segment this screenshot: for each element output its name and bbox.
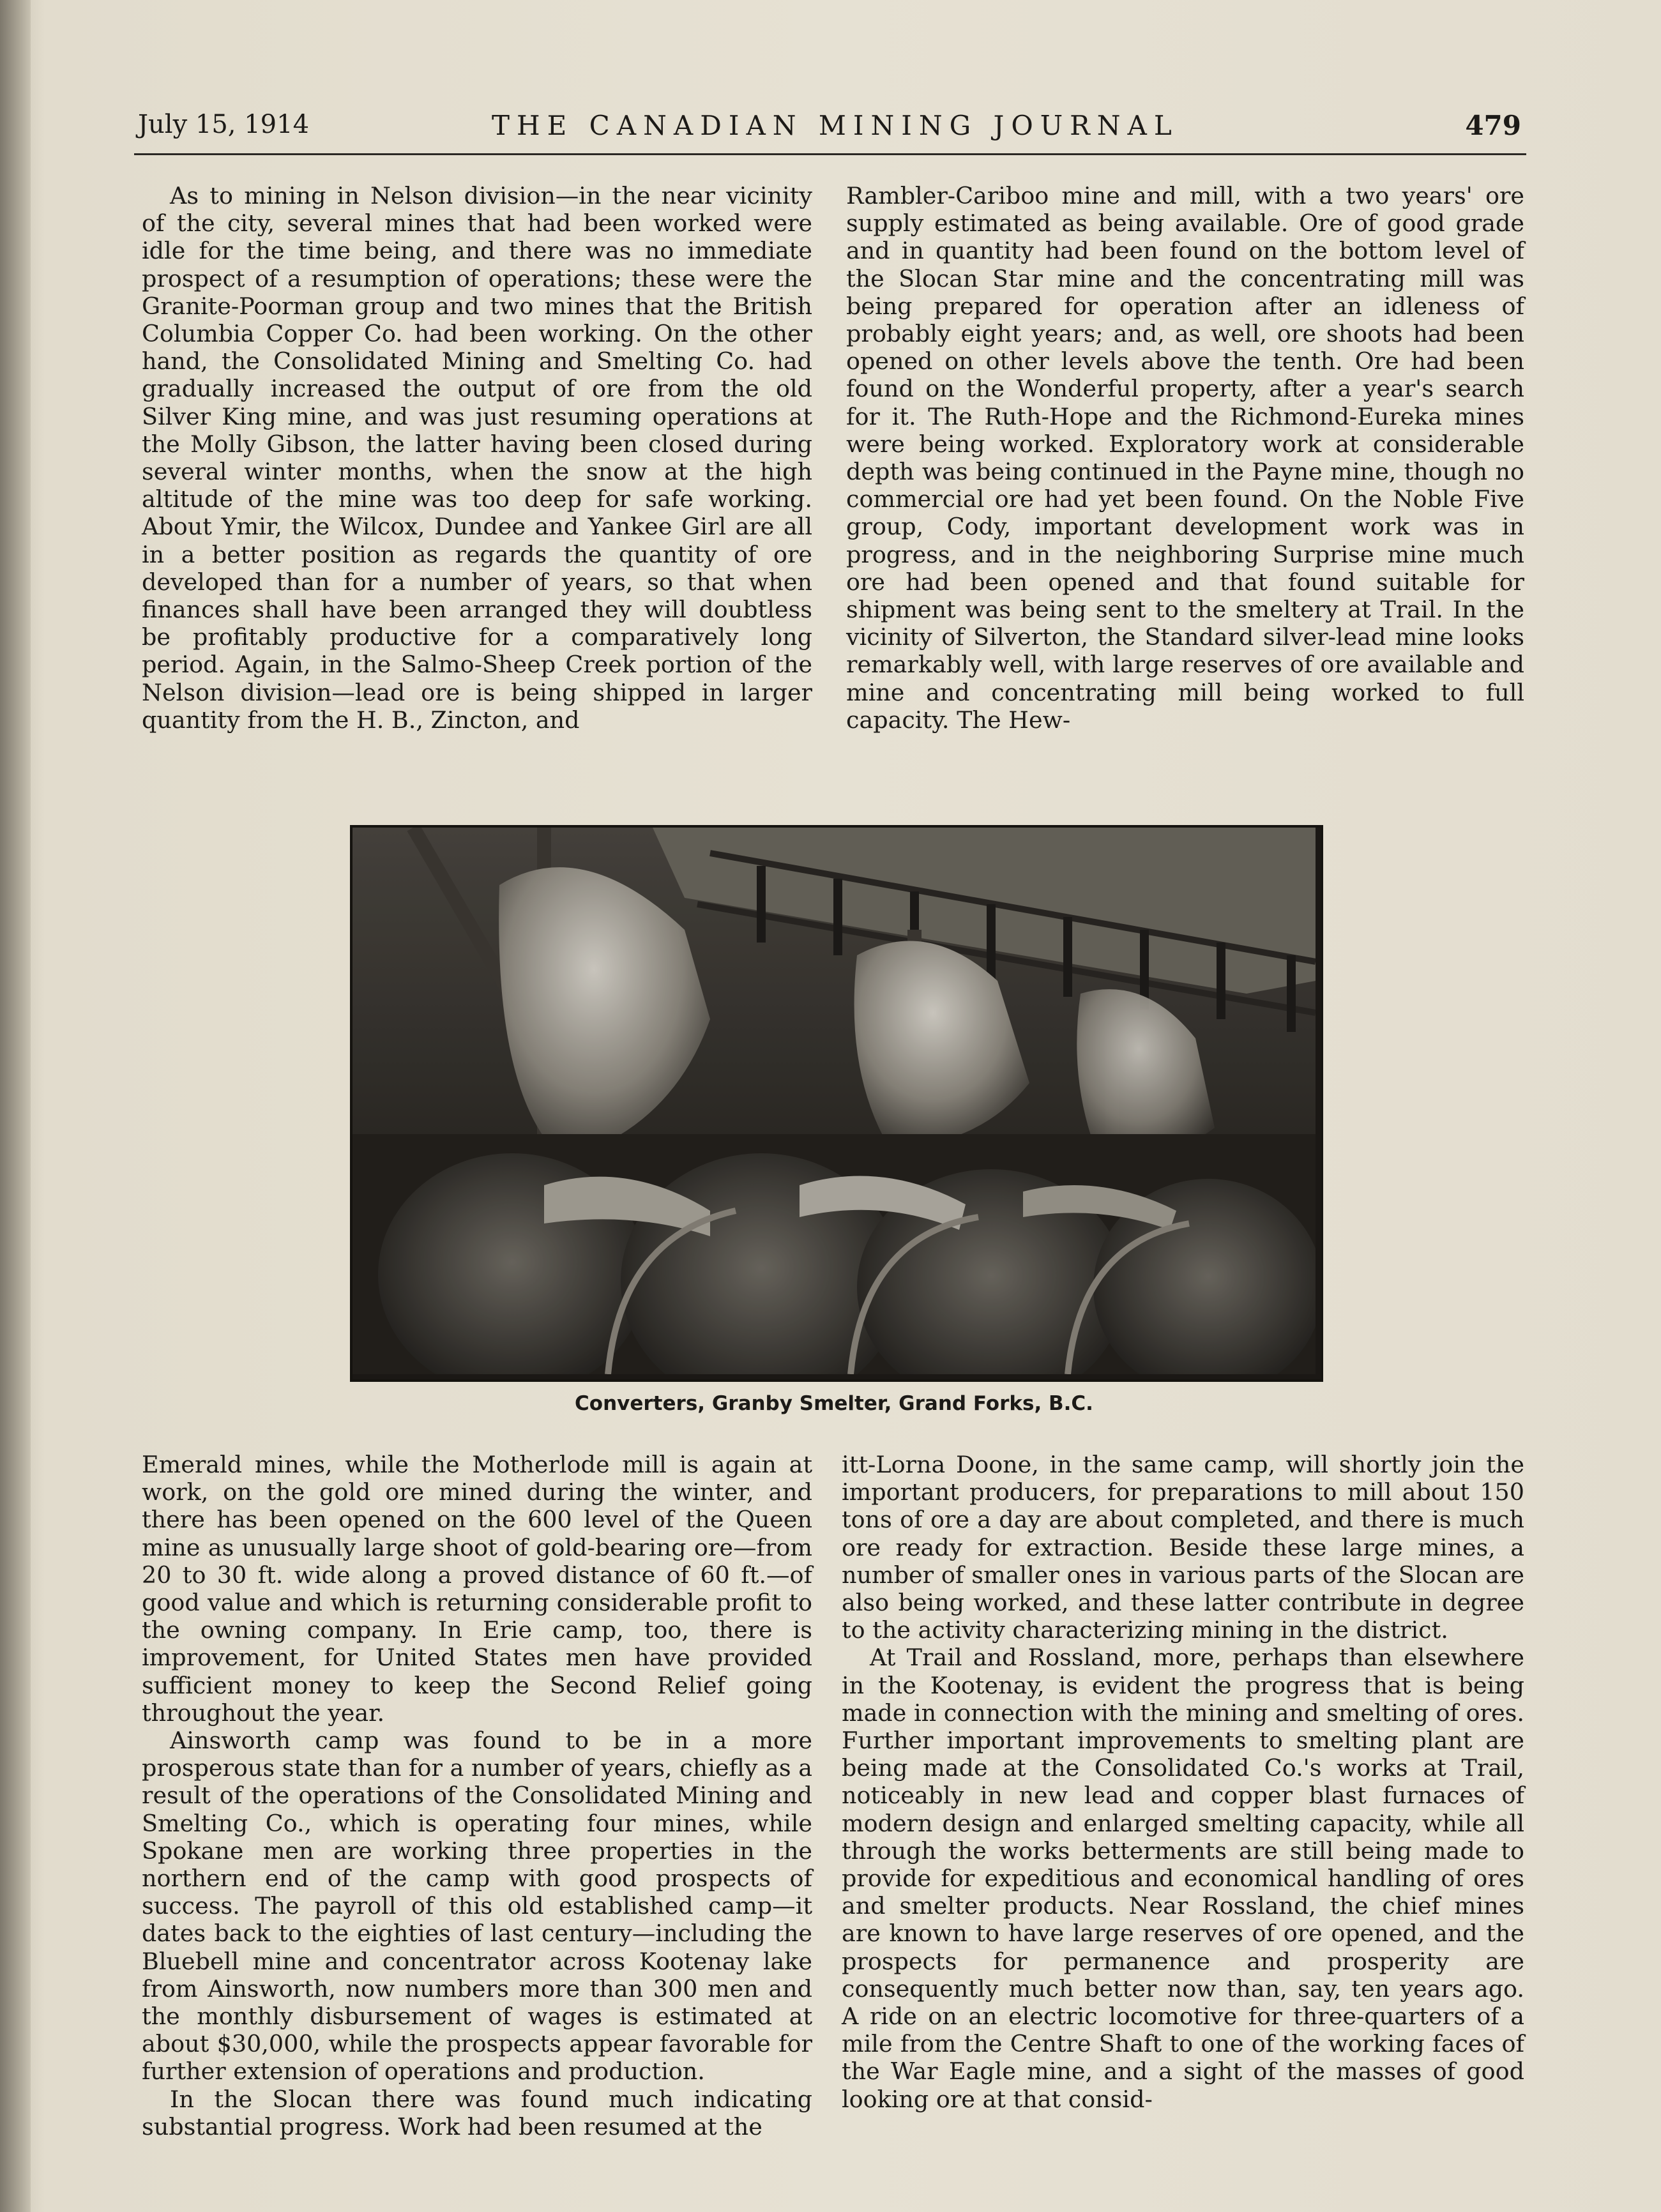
lower-right-column	[842, 1451, 1524, 2113]
paragraph: Emerald mines, while the Motherlode mill is again at work, on the gold ore mined during the winter, and there has been opened on the 600 level of the Queen mine as unusually large shoot of gold-bearing ore—from 20 to 30 ft. wide along a proved distance of 60 ft.—of good value and which is returning considerable profit to the owning company. In Erie camp, too, there is improvement, for United States men have provided sufficient money to keep the Second Relief going throughout the year.	[142, 1451, 812, 1727]
paragraph: Rambler-Cariboo mine and mill, with a two years' ore supply estimated as being available. Ore of good grade and in quantity had been found on the bottom level of the Slocan Star mine and the concentrating mill was being prepared for operation after an idleness of probably eight years; and, as well, ore shoots had been opened on other levels above the tenth. Ore had been found on the Wonderful property, after a year's search for it. The Ruth-Hope and the Richmond-Eureka mines were being worked. Exploratory work at considerable depth was being continued in the Payne mine, though no commercial ore had yet been found. On the Noble Five group, Cody, important development work was in progress, and in the neighboring Surprise mine much ore had been opened and that found suitable for shipment was being sent to the smeltery at Trail. In the vicinity of Silverton, the Standard silver-lead mine looks remarkably well, with large reserves of ore available and mine and concentrating mill being worked to full capacity. The Hew-	[846, 182, 1524, 734]
figure-caption: Converters, Granby Smelter, Grand Forks, B.C.	[575, 1392, 1093, 1415]
upper-left-column	[142, 182, 812, 734]
paragraph: At Trail and Rossland, more, perhaps than elsewhere in the Kootenay, is evident the progress that is being made in connection with the mining and smelting of ores. Further important improvements to smelting plant are being made at the Consolidated Co.'s works at Trail, noticeably in new lead and copper blast furnaces of modern design and enlarged smelting capacity, while all through the works betterments are still being made to provide for expeditious and economical handling of ores and smelter products. Near Rossland, the chief mines are known to have large reserves of ore opened, and the prospects for permanence and prosperity are consequently much better now than, say, ten years ago. A ride on an electric locomotive for three-quarters of a mile from the Centre Shaft to one of the working faces of the War Eagle mine, and a sight of the masses of good looking ore at that consid-	[842, 1644, 1524, 2113]
converters-photograph	[350, 825, 1323, 1382]
paragraph: As to mining in Nelson division—in the near vicinity of the city, several mines that had been worked were idle for the time being, and there was no immediate prospect of a resumption of operations; these were the Granite-Poorman group and two mines that the British Columbia Copper Co. had been working. On the other hand, the Consolidated Mining and Smelting Co. had gradually increased the output of ore from the old Silver King mine, and was just resuming operations at the Molly Gibson, the latter having been closed during several winter months, when the snow at the high altitude of the mine was too deep for safe working. About Ymir, the Wilcox, Dundee and Yankee Girl are all in a better position as regards the quantity of ore developed than for a number of years, so that when finances shall have been arranged they will doubtless be profitably productive for a comparatively long period. Again, in the Salmo-Sheep Creek portion of the Nelson division—lead ore is being shipped in larger quantity from the H. B., Zincton, and	[142, 182, 812, 734]
paragraph: Ainsworth camp was found to be in a more prosperous state than for a number of years, chiefly as a result of the operations of the Consolidated Mining and Smelting Co., which is operating four mines, while Spokane men are working three properties in the northern end of the camp with good prospects of success. The payroll of this old established camp—it dates back to the eighties of last century—including the Bluebell mine and concentrator across Kootenay lake from Ainsworth, now numbers more than 300 men and the monthly disbursement of wages is estimated at about $30,000, while the prospects appear favorable for further extension of operations and production.	[142, 1727, 812, 2086]
running-header	[134, 109, 1526, 155]
paragraph: itt-Lorna Doone, in the same camp, will shortly join the important producers, for preparations to mill about 150 tons of ore a day are about completed, and there is much ore ready for extraction. Beside these large mines, a number of smaller ones in various parts of the Slocan are also being worked, and these latter contribute in degree to the activity characterizing mining in the district.	[842, 1451, 1524, 1644]
journal-title: THE CANADIAN MINING JOURNAL	[492, 110, 1179, 141]
binding-gutter	[0, 0, 31, 2212]
issue-date: July 15, 1914	[138, 110, 310, 139]
paragraph: In the Slocan there was found much indicating substantial progress. Work had been resumed at the	[142, 2085, 812, 2140]
lower-left-column	[142, 1451, 812, 2140]
photo-illustration	[353, 828, 1316, 1374]
page-number: 479	[1465, 110, 1521, 141]
upper-right-column	[846, 182, 1524, 734]
